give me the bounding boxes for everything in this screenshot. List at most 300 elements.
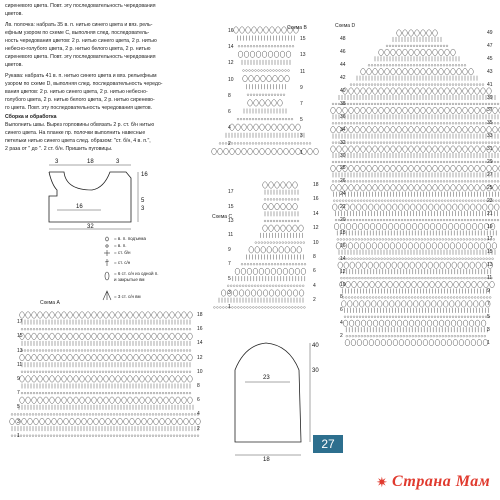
chart-stitch xyxy=(348,243,353,249)
chart-stitch xyxy=(476,161,478,163)
row-number: 1 xyxy=(300,149,303,156)
chart-stitch xyxy=(445,107,450,113)
chart-stitch xyxy=(433,127,438,133)
chart-stitch xyxy=(463,335,465,337)
chart-stitch xyxy=(368,122,370,124)
chart-stitch xyxy=(405,339,410,345)
chart-stitch xyxy=(46,418,51,424)
chart-stitch xyxy=(150,371,152,373)
chart-stitch xyxy=(197,435,199,437)
chart-stitch xyxy=(174,392,176,394)
chart-stitch xyxy=(35,435,37,437)
chart-stitch xyxy=(351,204,356,210)
chart-stitch xyxy=(371,142,373,144)
chart-stitch xyxy=(252,27,257,33)
chart-stitch xyxy=(380,277,382,279)
chart-stitch xyxy=(466,239,468,241)
row-number: 11 xyxy=(228,232,234,239)
chart-stitch xyxy=(354,297,356,299)
chart-stitch xyxy=(331,185,336,191)
chart-stitch xyxy=(384,301,389,307)
chart-stitch xyxy=(387,297,389,299)
text-line: вания цветов: 2 р. нитью синего цвета, 2 р. нитью небесно- xyxy=(5,89,148,95)
chart-stitch xyxy=(171,371,173,373)
chart-stitch xyxy=(365,277,367,279)
chart-stitch xyxy=(188,376,193,382)
chart-stitch xyxy=(392,103,394,105)
chart-stitch xyxy=(455,122,457,124)
chart-stitch xyxy=(447,200,449,202)
chart-stitch xyxy=(294,143,296,145)
chart-stitch xyxy=(273,143,275,145)
chart-stitch xyxy=(293,203,298,209)
row-number: 17 xyxy=(228,189,234,196)
chart-stitch xyxy=(437,142,439,144)
chart-stitch xyxy=(438,243,443,249)
chart-stitch xyxy=(470,142,472,144)
chart-stitch xyxy=(167,435,169,437)
row-number: 33 xyxy=(487,133,493,140)
chart-stitch xyxy=(186,328,188,330)
chart-stitch xyxy=(463,320,468,326)
chart-stitch xyxy=(433,49,438,55)
chart-stitch xyxy=(138,392,140,394)
chart-stitch xyxy=(481,107,486,113)
chart-stitch xyxy=(416,277,418,279)
chart-stitch xyxy=(62,312,67,318)
chart-stitch xyxy=(186,350,188,352)
chart-stitch xyxy=(248,285,250,287)
chart-stitch xyxy=(473,277,475,279)
chart-stitch xyxy=(333,204,338,210)
chart-stitch xyxy=(413,64,415,66)
chart-stitch xyxy=(112,418,117,424)
chart-stitch xyxy=(376,281,381,287)
chart-stitch xyxy=(487,88,492,94)
chart-stitch xyxy=(462,243,467,249)
chart-stitch xyxy=(469,88,474,94)
chart-stitch xyxy=(146,414,148,416)
chart-stitch xyxy=(439,239,441,241)
chart-stitch xyxy=(147,328,149,330)
chart-stitch xyxy=(410,84,412,86)
chart-stitch xyxy=(356,262,361,268)
chart-stitch xyxy=(359,180,361,182)
chart-stitch xyxy=(458,262,463,268)
chart-stitch xyxy=(365,180,367,182)
chart-stitch xyxy=(219,143,221,145)
chart-stitch xyxy=(429,297,431,299)
chart-stitch xyxy=(471,200,473,202)
chart-stitch xyxy=(158,435,160,437)
chart-stitch xyxy=(468,200,470,202)
chart-stitch xyxy=(172,418,177,424)
chart-stitch xyxy=(396,301,401,307)
chart-stitch xyxy=(367,165,372,171)
row-number: 5 xyxy=(17,404,20,411)
chart-stitch xyxy=(403,146,408,152)
chart-stitch xyxy=(347,219,349,221)
chart-stitch xyxy=(276,220,278,222)
chart-stitch xyxy=(494,142,496,144)
chart-stitch xyxy=(350,142,352,144)
chart-stitch xyxy=(432,297,434,299)
chart-stitch xyxy=(377,122,379,124)
legend-item: = 3 ст. с/н вм xyxy=(114,294,141,299)
chart-stitch xyxy=(371,316,373,318)
chart-stitch xyxy=(285,247,290,253)
chart-stitch xyxy=(475,335,477,337)
chart-stitch xyxy=(214,307,216,309)
chart-stitch xyxy=(455,316,457,318)
chart-stitch xyxy=(108,350,110,352)
chart-stitch xyxy=(66,392,68,394)
chart-stitch xyxy=(176,312,181,318)
chart-stitch xyxy=(341,161,343,163)
chart-stitch xyxy=(244,307,246,309)
chart-stitch xyxy=(50,354,55,360)
chart-stitch xyxy=(373,320,378,326)
row-number: 28 xyxy=(340,165,346,172)
chart-stitch xyxy=(285,220,287,222)
chart-stitch xyxy=(20,414,22,416)
chart-stitch xyxy=(425,45,427,47)
chart-stitch xyxy=(385,165,390,171)
chart-stitch xyxy=(373,165,378,171)
chart-stitch xyxy=(409,185,414,191)
row-number: 5 xyxy=(228,275,231,282)
chart-stitch xyxy=(275,290,280,296)
chart-stitch xyxy=(464,316,466,318)
chart-stitch xyxy=(184,418,189,424)
chart-stitch xyxy=(470,316,472,318)
chart-stitch xyxy=(403,88,408,94)
chart-stitch xyxy=(267,199,269,201)
chart-stitch xyxy=(451,320,456,326)
chart-stitch xyxy=(372,258,374,260)
chart-stitch xyxy=(176,435,178,437)
legend-item: и закрытые вм xyxy=(114,277,145,282)
chart-stitch xyxy=(48,392,50,394)
chart-stitch xyxy=(401,142,403,144)
chart-stitch xyxy=(488,219,490,221)
chart-stitch xyxy=(487,127,492,133)
chart-stitch xyxy=(392,180,394,182)
row-number: 11 xyxy=(300,68,306,75)
row-number: 3 xyxy=(228,290,231,296)
dim-label: 18 xyxy=(87,159,94,165)
chart-stitch xyxy=(355,107,360,113)
chart-stitch xyxy=(407,142,409,144)
chart-stitch xyxy=(137,435,139,437)
chart-stitch xyxy=(297,220,299,222)
chart-stitch xyxy=(377,142,379,144)
chart-stitch xyxy=(24,392,26,394)
chart-stitch xyxy=(343,185,348,191)
chart-stitch xyxy=(477,339,482,345)
chart-stitch xyxy=(104,414,106,416)
chart-stitch xyxy=(430,223,435,229)
chart-stitch xyxy=(423,200,425,202)
chart-stitch xyxy=(68,333,73,339)
chart-stitch xyxy=(406,281,411,287)
chart-stitch xyxy=(349,107,354,113)
chart-stitch xyxy=(470,262,475,268)
chart-stitch xyxy=(249,118,251,120)
chart-stitch xyxy=(427,30,432,36)
chart-stitch xyxy=(62,435,64,437)
chart-stitch xyxy=(469,107,474,113)
chart-stitch xyxy=(260,148,265,154)
chart-stitch xyxy=(21,371,23,373)
chart-stitch xyxy=(292,307,294,309)
chart-stitch xyxy=(258,143,260,145)
chart-stitch xyxy=(335,180,337,182)
chart-stitch xyxy=(409,69,414,75)
chart-stitch xyxy=(443,316,445,318)
chart-stitch xyxy=(259,268,264,274)
chart-stitch xyxy=(353,161,355,163)
chart-stitch xyxy=(270,242,272,244)
chart-stitch xyxy=(273,70,275,72)
chart-stitch xyxy=(128,397,133,403)
chart-stitch xyxy=(101,414,103,416)
chart-stitch xyxy=(128,414,130,416)
text-line: Лв. полочка: набрать 35 в. п. нитью синего цвета и вяз. рель- xyxy=(5,22,153,28)
chart-stitch xyxy=(431,277,433,279)
chart-stitch xyxy=(481,165,486,171)
chart-stitch xyxy=(479,84,481,86)
chart-stitch xyxy=(258,27,263,33)
chart-stitch xyxy=(152,397,157,403)
chart-stitch xyxy=(337,239,339,241)
chart-stitch xyxy=(402,301,407,307)
chart-stitch xyxy=(375,339,380,345)
chart-stitch xyxy=(23,414,25,416)
chart-stitch xyxy=(144,392,146,394)
chart-stitch xyxy=(182,435,184,437)
chart-stitch xyxy=(436,223,441,229)
chart-stitch xyxy=(92,376,97,382)
chart-stitch xyxy=(405,297,407,299)
chart-stitch xyxy=(26,312,31,318)
chart-stitch xyxy=(396,258,398,260)
chart-stitch xyxy=(159,392,161,394)
section-heading: Сборка и обработка xyxy=(5,114,57,120)
chart-stitch xyxy=(369,204,374,210)
chart-stitch xyxy=(308,148,313,154)
chart-stitch xyxy=(389,219,391,221)
row-number: 19 xyxy=(487,223,493,230)
chart-stitch xyxy=(275,203,280,209)
chart-stitch xyxy=(397,88,402,94)
chart-stitch xyxy=(273,220,275,222)
chart-stitch xyxy=(107,414,109,416)
chart-stitch xyxy=(42,328,44,330)
chart-stitch xyxy=(282,143,284,145)
chart-stitch xyxy=(415,335,417,337)
chart-stitch xyxy=(380,316,382,318)
chart-stitch xyxy=(378,258,380,260)
chart-stitch xyxy=(144,328,146,330)
chart-stitch xyxy=(113,435,115,437)
row-number: 16 xyxy=(197,326,203,333)
chart-stitch xyxy=(433,88,438,94)
chart-stitch xyxy=(368,84,370,86)
chart-stitch xyxy=(75,328,77,330)
chart-stitch xyxy=(486,297,488,299)
row-number: 3 xyxy=(487,326,490,333)
chart-stitch xyxy=(458,180,460,182)
chart-stitch xyxy=(158,354,163,360)
chart-stitch xyxy=(66,328,68,330)
chart-stitch xyxy=(264,143,266,145)
chart-stitch xyxy=(368,219,370,221)
chart-stitch xyxy=(286,307,288,309)
chart-stitch xyxy=(363,258,365,260)
chart-stitch xyxy=(368,103,370,105)
chart-stitch xyxy=(442,281,447,287)
chart-stitch xyxy=(476,316,478,318)
chart-stitch xyxy=(350,103,352,105)
chart-stitch xyxy=(343,239,345,241)
chart-stitch xyxy=(152,435,154,437)
chart-stitch xyxy=(68,376,73,382)
chart-stitch xyxy=(38,333,43,339)
chart-stitch xyxy=(235,307,237,309)
chart-stitch xyxy=(123,350,125,352)
chart-stitch xyxy=(164,354,169,360)
chart-stitch xyxy=(242,148,247,154)
chart-stitch xyxy=(472,239,474,241)
chart-stitch xyxy=(423,204,428,210)
chart-stitch xyxy=(426,243,431,249)
row-number: 34 xyxy=(340,126,346,133)
legend-item: = ст. с/н xyxy=(114,260,131,265)
chart-stitch xyxy=(244,263,246,265)
chart-stitch xyxy=(335,142,337,144)
chart-stitch xyxy=(110,312,115,318)
chart-stitch xyxy=(162,392,164,394)
text-line: сиреневого цвета. Повт. эту последовательность чередования xyxy=(5,54,156,60)
chart-stitch xyxy=(32,397,37,403)
chart-stitch xyxy=(425,64,427,66)
chart-stitch xyxy=(372,301,377,307)
chart-stitch xyxy=(465,258,467,260)
chart-stitch xyxy=(385,69,390,75)
chart-stitch xyxy=(263,225,268,231)
row-number: 6 xyxy=(340,307,343,314)
chart-stitch xyxy=(150,328,152,330)
row-number: 10 xyxy=(197,368,203,375)
chart-stitch xyxy=(439,185,444,191)
chart-stitch xyxy=(482,316,484,318)
chart-stitch xyxy=(404,84,406,86)
chart-stitch xyxy=(387,258,389,260)
chart-stitch xyxy=(300,143,302,145)
chart-stitch xyxy=(286,51,291,57)
chart-stitch xyxy=(240,118,242,120)
chart-stitch xyxy=(264,220,266,222)
chart-stitch xyxy=(383,122,385,124)
chart-stitch xyxy=(401,84,403,86)
chart-stitch xyxy=(451,69,456,75)
chart-stitch xyxy=(431,64,433,66)
chart-stitch xyxy=(473,316,475,318)
chart-stitch xyxy=(482,262,487,268)
chart-stitch xyxy=(495,200,497,202)
chart-stitch xyxy=(452,180,454,182)
chart-stitch xyxy=(53,435,55,437)
chart-stitch xyxy=(68,397,73,403)
chart-stitch xyxy=(92,312,97,318)
chart-stitch xyxy=(331,165,336,171)
chart-stitch xyxy=(399,258,401,260)
chart-stitch xyxy=(375,204,380,210)
chart-stitch xyxy=(399,339,404,345)
chart-stitch xyxy=(217,307,219,309)
chart-stitch xyxy=(134,414,136,416)
chart-stitch xyxy=(351,258,353,260)
chart-stitch xyxy=(355,165,360,171)
chart-stitch xyxy=(434,142,436,144)
chart-stitch xyxy=(440,103,442,105)
chart-stitch xyxy=(398,84,400,86)
chart-stitch xyxy=(380,262,385,268)
chart-stitch xyxy=(405,204,410,210)
chart-stitch xyxy=(339,200,341,202)
chart-stitch xyxy=(457,239,459,241)
chart-stitch xyxy=(42,371,44,373)
chart-stitch xyxy=(147,392,149,394)
chart-stitch xyxy=(14,414,16,416)
chart-stitch xyxy=(152,376,157,382)
chart-stitch xyxy=(380,161,382,163)
chart-stitch xyxy=(446,64,448,66)
chart-stitch xyxy=(489,204,494,210)
chart-stitch xyxy=(280,307,282,309)
row-number: 16 xyxy=(340,242,346,249)
chart-stitch xyxy=(353,277,355,279)
chart-stitch xyxy=(185,414,187,416)
chart-stitch xyxy=(480,258,482,260)
chart-stitch xyxy=(250,307,252,309)
chart-stitch xyxy=(275,225,280,231)
chart-stitch xyxy=(410,219,412,221)
chart-stitch xyxy=(428,161,430,163)
chart-stitch xyxy=(481,146,486,152)
chart-stitch xyxy=(261,75,266,81)
chart-stitch xyxy=(146,333,151,339)
chart-stitch xyxy=(416,142,418,144)
chart-stitch xyxy=(458,161,460,163)
chart-stitch xyxy=(477,258,479,260)
chart-stitch xyxy=(78,392,80,394)
chart-stitch xyxy=(385,185,390,191)
chart-stitch xyxy=(416,64,418,66)
chart-stitch xyxy=(445,146,450,152)
row-number: 2 xyxy=(197,425,200,432)
chart-stitch xyxy=(239,285,241,287)
chart-stitch xyxy=(431,142,433,144)
chart-stitch xyxy=(390,243,395,249)
chart-stitch xyxy=(253,263,255,265)
chart-stitch xyxy=(282,70,284,72)
chart-stitch xyxy=(32,414,34,416)
chart-stitch xyxy=(389,45,391,47)
chart-stitch xyxy=(279,143,281,145)
chart-stitch xyxy=(386,45,388,47)
